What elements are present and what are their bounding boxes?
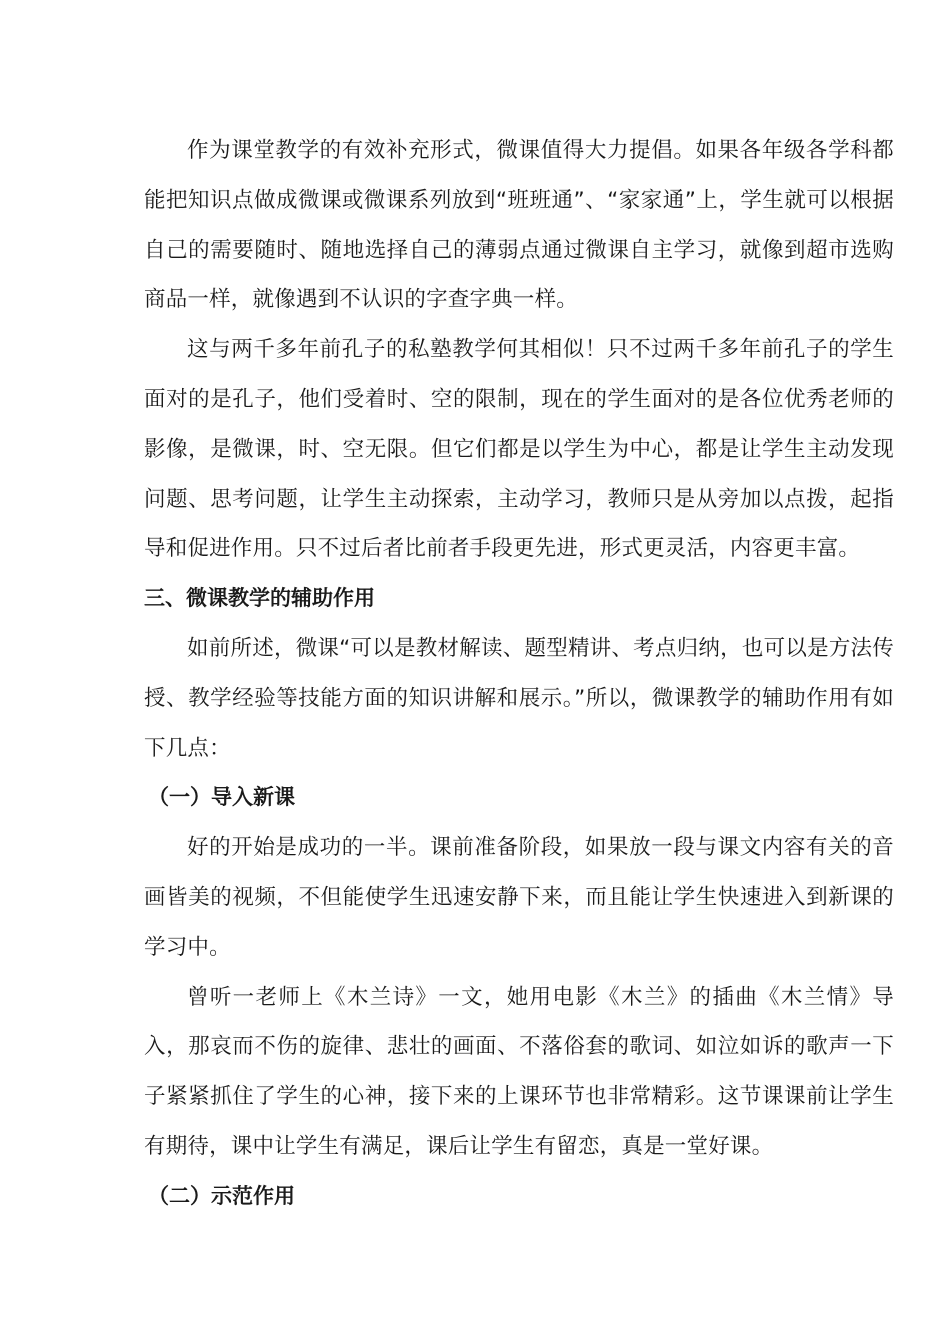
paragraph-auxiliary-intro: 如前所述，微课“可以是教材解读、题型精讲、考点归纳，也可以是方法传授、教学经验等技能方面的知识讲解和展示。”所以，微课教学的辅助作用有如下几点： [144, 635, 894, 761]
section-heading-auxiliary-role: 三、微课教学的辅助作用 [144, 586, 375, 611]
paragraph-mulan-example: 曾听一老师上《木兰诗》一文，她用电影《木兰》的插曲《木兰情》导入，那哀而不伤的旋律、悲壮的画面、不落俗套的歌词、如泣如诉的歌声一下子紧紧抓住了学生的心神，接下来的上课环节也非常精彩。这节课课前让学生有期待，课中让学生有满足，课后让学生有留恋，真是一堂好课。 [144, 984, 894, 1159]
paragraph-good-beginning: 好的开始是成功的一半。课前准备阶段，如果放一段与课文内容有关的音画皆美的视频，不但能使学生迅速安静下来，而且能让学生快速进入到新课的学习中。 [144, 835, 894, 960]
subheading-demonstration-role: （二）示范作用 [148, 1183, 295, 1208]
subheading-introduce-new-lesson: （一）导入新课 [148, 785, 295, 810]
document-body [144, 126, 894, 1222]
paragraph-confucius-comparison: 这与两千多年前孔子的私塾教学何其相似！只不过两千多年前孔子的学生面对的是孔子，他们受着时、空的限制，现在的学生面对的是各位优秀老师的影像，是微课，时、空无限。但它们都是以学生为中心，都是让学生主动发现问题、思考问题，让学生主动探索，主动学习，教师只是从旁加以点拨，起指导和促进作用。只不过后者比前者手段更先进，形式更灵活，内容更丰富。 [144, 337, 894, 562]
paragraph-micro-course-supplement: 作为课堂教学的有效补充形式，微课值得大力提倡。如果各年级各学科都能把知识点做成微课或微课系列放到“班班通”、“家家通”上，学生就可以根据自己的需要随时、随地选择自己的薄弱点通过微课自主学习，就像到超市选购商品一样，就像遇到不认识的字查字典一样。 [144, 138, 894, 313]
